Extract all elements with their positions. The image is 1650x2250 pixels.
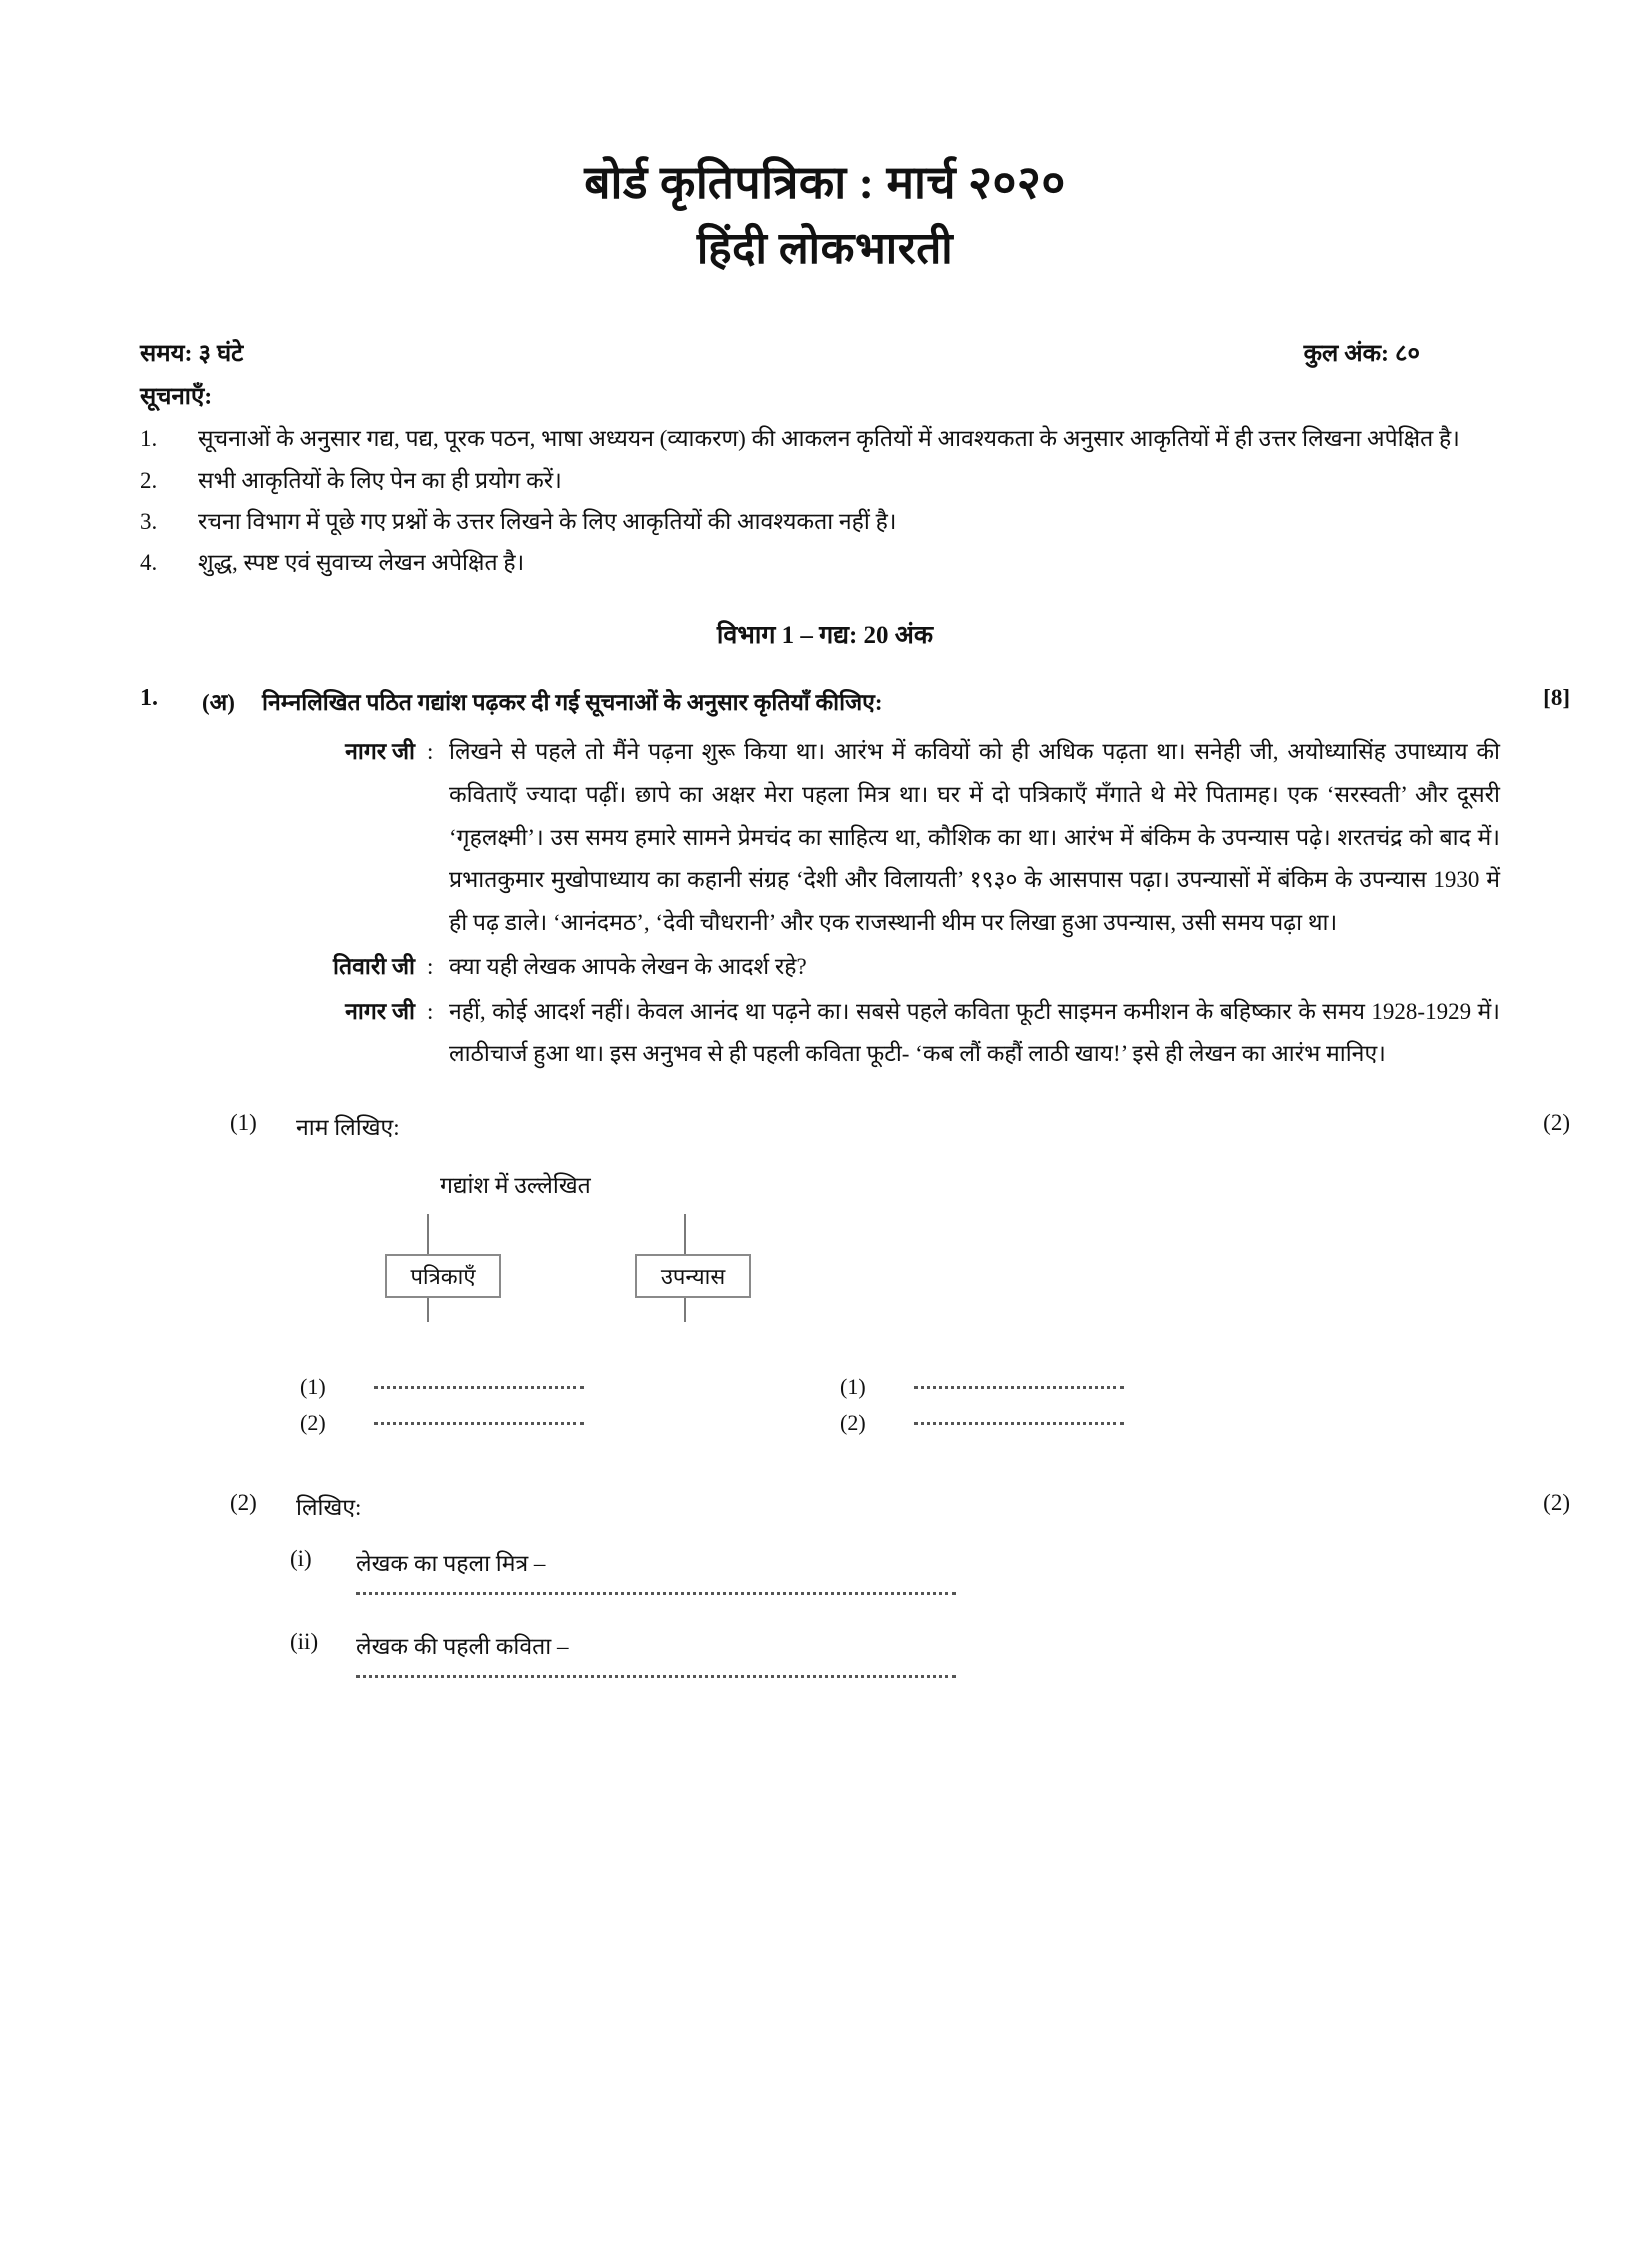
- page-title: [0, 0, 1650, 280]
- sub-question-number: (1): [230, 1109, 257, 1135]
- answer-column-novels: [840, 1374, 1380, 1446]
- answer-blank-line[interactable]: [374, 1420, 584, 1425]
- sub-question-2: [230, 1490, 1570, 1522]
- instruction-number: 1.: [140, 426, 158, 452]
- answer-blank-row: [840, 1410, 1380, 1436]
- question-number: 1.: [140, 685, 158, 712]
- total-marks-label: कुल अंक: ८०: [1303, 341, 1420, 368]
- instructions-heading: सूचनाएँ:: [140, 384, 213, 411]
- sub-question-marks: (2): [1543, 1109, 1570, 1135]
- instruction-text: रचना विभाग में पूछे गए प्रश्नों के उत्तर लिखने के लिए आकृतियों की आवश्यकता नहीं है।: [198, 508, 897, 534]
- question-marks: [8]: [1543, 685, 1570, 711]
- dialogue-speaker: तिवारी जी: [333, 954, 415, 980]
- question-sub-label: (अ): [202, 690, 235, 716]
- answer-blank-number: (2): [840, 1409, 866, 1435]
- sub-question-text: लिखिए:: [296, 1494, 362, 1520]
- instruction-number: 2.: [140, 467, 158, 493]
- tree-connector-stub-right: [684, 1298, 686, 1322]
- dialogue-speaker: नागर जी: [345, 739, 415, 765]
- tree-diagram: [0, 1168, 1650, 1368]
- instruction-number: 3.: [140, 508, 158, 534]
- sub-question-number: (2): [230, 1489, 257, 1515]
- roman-number: (ii): [290, 1628, 319, 1654]
- question-prompt: निम्नलिखित पठित गद्यांश पढ़कर दी गई सूचनाओं के अनुसार कृतियाँ कीजिए:: [262, 690, 883, 716]
- answer-blank-row: [300, 1410, 840, 1436]
- tree-box-magazines: पत्रिकाएँ: [385, 1254, 501, 1298]
- answer-blank-number: (1): [300, 1373, 326, 1399]
- instruction-item: [140, 503, 1500, 540]
- instruction-text: सूचनाओं के अनुसार गद्य, पद्य, पूरक पठन, भाषा अध्ययन (व्याकरण) की आकलन कृतियों में आवश्यकता के अनुसार आकृतियों में ही उत्तर लिखना अपेक्षित है।: [198, 426, 1460, 452]
- exam-meta-row: [140, 336, 1570, 369]
- instruction-text: सभी आकृतियों के लिए पेन का ही प्रयोग करें।: [198, 467, 562, 493]
- dialogue-row: [290, 731, 1500, 944]
- question-1-header: [140, 685, 1570, 717]
- instruction-item: [140, 420, 1500, 457]
- tree-box-novels: उपन्यास: [635, 1254, 751, 1298]
- tree-connector-line-right: [684, 1214, 686, 1254]
- answer-blank-number: (2): [300, 1409, 326, 1435]
- dialogue-colon: :: [427, 998, 434, 1024]
- instruction-text: शुद्ध, स्पष्ट एवं सुवाच्य लेखन अपेक्षित है।: [198, 550, 525, 576]
- dialogue-row: [290, 946, 1500, 989]
- tree-connector-line-left: [427, 1214, 429, 1254]
- time-label: समय: ३ घंटे: [140, 341, 244, 368]
- dialogue-text: लिखने से पहले तो मैंने पढ़ना शुरू किया था। आरंभ में कवियों को ही अधिक पढ़ता था। सनेही जी, अयोध्यासिंह उपाध्याय की कविताएँ ज्यादा पढ़ीं। छापे का अक्षर मेरा पहला मित्र था। घर में दो पत्रिकाएँ मँगाते थे मेरे पितामह। एक ‘सरस्वती’ और दूसरी ‘गृहलक्ष्मी’। उस समय हमारे सामने प्रेमचंद का साहित्य था, कौशिक का था। आरंभ में बंकिम के उपन्यास पढ़े। शरतचंद्र को बाद में। प्रभातकुमार मुखोपाध्याय का कहानी संग्रह ‘देशी और विलायती’ १९३० के आसपास पढ़ा। उपन्यासों में बंकिम के उपन्यास 1930 में ही पढ़ डाले। ‘आनंदमठ’, ‘देवी चौधरानी’ और एक राजस्थानी थीम पर लिखा हुआ उपन्यास, उसी समय पढ़ा था।: [449, 739, 1500, 935]
- instruction-number: 4.: [140, 550, 158, 576]
- instructions-list: [0, 420, 1650, 581]
- instruction-item: [140, 544, 1500, 581]
- passage-dialogue: [290, 731, 1500, 1075]
- sub-question-1: [230, 1110, 1570, 1142]
- instruction-item: [140, 462, 1500, 499]
- dialogue-colon: :: [427, 739, 434, 765]
- dialogue-speaker: नागर जी: [345, 998, 415, 1024]
- dialogue-text: क्या यही लेखक आपके लेखन के आदर्श रहे?: [449, 954, 807, 980]
- answer-blank-number: (1): [840, 1373, 866, 1399]
- title-line-2: हिंदी लोकभारती: [696, 223, 954, 273]
- answer-blank-line[interactable]: [914, 1384, 1124, 1389]
- dialogue-text: नहीं, कोई आदर्श नहीं। केवल आनंद था पढ़ने का। सबसे पहले कविता फूटी साइमन कमीशन के बहिष्कार के समय 1928-1929 में। लाठीचार्ज हुआ था। इस अनुभव से ही पहली कविता फूटी- ‘कब लौं कहौं लाठी खाय!’ इसे ही लेखन का आरंभ मानिए।: [449, 998, 1500, 1067]
- answer-column-magazines: [300, 1374, 840, 1446]
- roman-item-text: लेखक की पहली कविता –: [356, 1633, 569, 1659]
- roman-item-text: लेखक का पहला मित्र –: [356, 1550, 546, 1576]
- tree-connector-stub-left: [427, 1298, 429, 1322]
- answer-blank-line-long[interactable]: [356, 1590, 956, 1595]
- roman-number: (i): [290, 1545, 312, 1571]
- sub-question-2-item-i: [290, 1546, 1570, 1578]
- sub-question-marks: (2): [1543, 1489, 1570, 1515]
- section-heading: विभाग 1 – गद्य: 20 अंक: [716, 622, 934, 650]
- answer-blank-row: [840, 1374, 1380, 1400]
- dialogue-colon: :: [427, 954, 434, 980]
- dialogue-row: [290, 991, 1500, 1076]
- title-line-1: बोर्ड कृतिपत्रिका : मार्च २०२०: [584, 157, 1066, 208]
- answer-blank-columns: [300, 1374, 1650, 1446]
- tree-diagram-title: गद्यांश में उल्लेखित: [440, 1172, 591, 1198]
- sub-question-text: नाम लिखिए:: [296, 1114, 400, 1140]
- answer-blank-row: [300, 1374, 840, 1400]
- answer-blank-line-long[interactable]: [356, 1673, 956, 1678]
- sub-question-2-item-ii: [290, 1629, 1570, 1661]
- answer-blank-line[interactable]: [914, 1420, 1124, 1425]
- answer-blank-line[interactable]: [374, 1384, 584, 1389]
